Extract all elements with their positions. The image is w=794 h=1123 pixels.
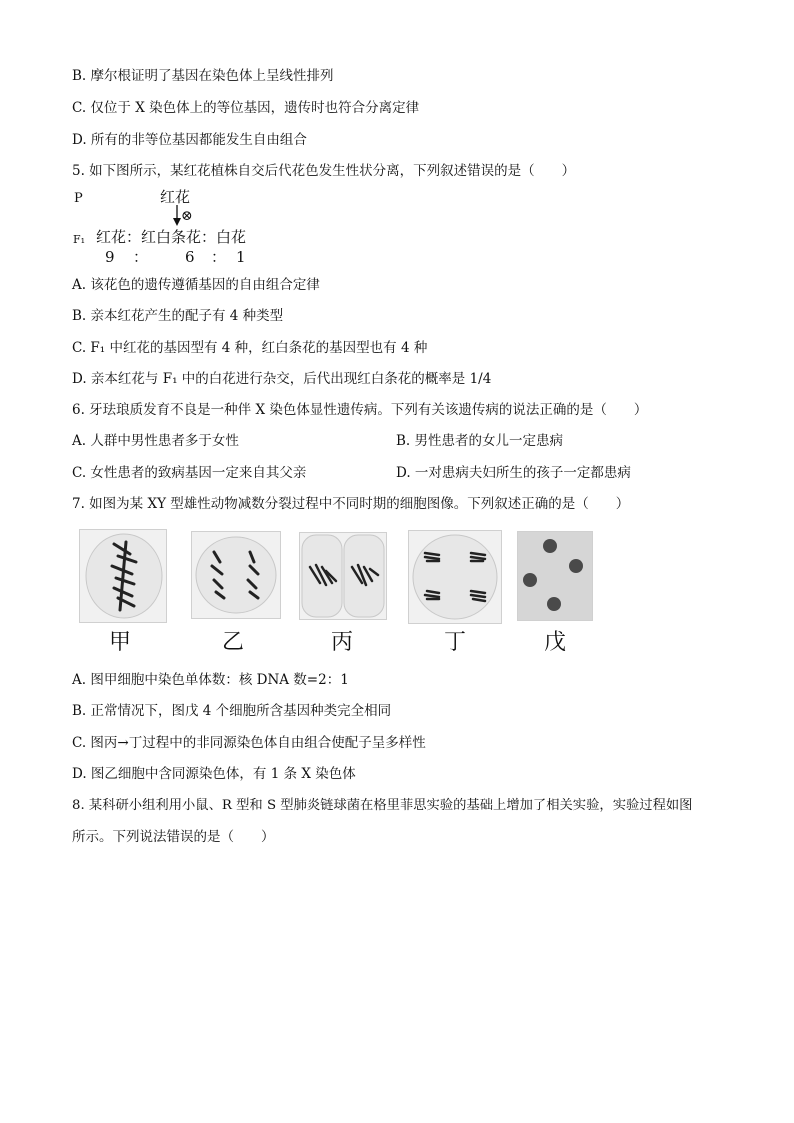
cell-image-bing [299,532,387,620]
q7-option-c: C. 图丙→丁过程中的非同源染色体自由组合使配子呈多样性 [72,735,426,751]
ratio-value: 9 [105,248,115,266]
q6-stem: 6. 牙珐琅质发育不良是一种伴 X 染色体显性遗传病。下列有关该遗传病的说法正确的是（ ） [72,402,648,418]
figure-label-jia: 甲 [108,630,131,655]
ratio-value: 1 [236,248,246,266]
q7-option-a: A. 图甲细胞中染色单体数：核 DNA 数=2：1 [72,672,349,688]
q4-option-d: D. 所有的非等位基因都能发生自由组合 [72,132,307,148]
ratio-separator: ： [133,248,149,266]
telophase-i-cell-icon [300,533,386,619]
q6-option-a: A. 人群中男性患者多于女性 [72,433,239,449]
four-daughter-cells-icon [518,532,592,620]
q7-option-b: B. 正常情况下，图戊 4 个细胞所含基因种类完全相同 [72,703,392,719]
q8-stem-line1: 8. 某科研小组利用小鼠、R 型和 S 型肺炎链球菌在格里菲思实验的基础上增加了相关实验，实验过程如图 [72,798,693,813]
ratio-value: 6 [185,248,195,266]
cell-image-wu [517,531,593,621]
q5-option-d: D. 亲本红花与 F₁ 中的白花进行杂交，后代出现红白条花的概率是 1/4 [72,371,492,387]
q7-option-d: D. 图乙细胞中含同源染色体，有 1 条 X 染色体 [72,766,356,782]
figure-label-yi: 乙 [221,630,244,655]
metaphase-i-cell-icon [80,530,166,622]
q5-stem: 5. 如下图所示，某红花植株自交后代花色发生性状分离，下列叙述错误的是（ ） [72,163,576,179]
selfing-symbol: ⊗ [181,208,193,224]
anaphase-i-cell-icon [192,532,280,618]
ratio-separator: ： [211,248,227,266]
cell-image-ding [408,530,502,624]
q6-option-c: C. 女性患者的致病基因一定来自其父亲 [72,465,307,481]
q5-option-b: B. 亲本红花产生的配子有 4 种类型 [72,308,284,324]
p-generation-label: P [74,191,83,206]
figure-label-bing: 丙 [330,630,353,655]
q7-stem: 7. 如图为某 XY 型雄性动物减数分裂过程中不同时期的细胞图像。下列叙述正确的是（ ） [72,496,630,512]
cell-image-yi [191,531,281,619]
q6-option-d: D. 一对患病夫妇所生的孩子一定都患病 [396,465,631,481]
anaphase-ii-cell-icon [409,531,501,623]
f1-phenotypes: 红花：红白条花：白花 [96,228,247,246]
q6-option-b: B. 男性患者的女儿一定患病 [396,433,564,449]
q4-option-c: C. 仅位于 X 染色体上的等位基因，遗传时也符合分离定律 [72,100,420,116]
parent-phenotype: 红花 [160,188,191,206]
q8-stem-line2: 所示。下列说法错误的是（ ） [72,829,275,845]
figure-label-ding: 丁 [443,630,466,655]
q5-option-a: A. 该花色的遗传遵循基因的自由组合定律 [72,277,320,293]
q4-option-b: B. 摩尔根证明了基因在染色体上呈线性排列 [72,68,334,84]
figure-label-wu: 戊 [543,630,566,655]
f1-generation-label: F₁ [73,233,86,246]
cell-image-jia [79,529,167,623]
q5-option-c: C. F₁ 中红花的基因型有 4 种，红白条花的基因型也有 4 种 [72,340,428,356]
